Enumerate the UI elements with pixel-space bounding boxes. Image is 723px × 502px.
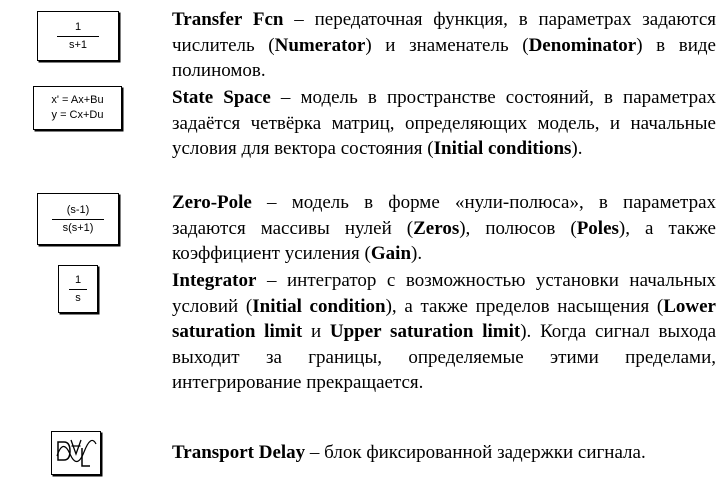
desc-text: – блок фиксированной задержки сигнала. bbox=[305, 442, 646, 463]
param-name: Lower saturation limit bbox=[172, 295, 716, 342]
zero-pole-numerator: (s-1) bbox=[66, 203, 90, 216]
desc-text: – интегратор с возможностью установки начальных условий ( bbox=[172, 270, 716, 317]
transfer-fcn-description bbox=[172, 7, 716, 84]
integrator-denominator: s bbox=[75, 291, 81, 304]
desc-text: ). Когда сигнал выхода выходит за границы, определяемые этими пределами, интегрирование прекращается. bbox=[172, 321, 717, 393]
state-space-block-icon bbox=[33, 86, 122, 130]
desc-text: – модель в форме «нули-полюса», в параметрах задаются массивы нулей ( bbox=[172, 192, 716, 239]
desc-text: ) и знаменатель ( bbox=[365, 34, 529, 56]
zero-pole-description bbox=[172, 190, 716, 267]
desc-text: ), полюсов ( bbox=[459, 217, 577, 239]
transport-delay-block-icon bbox=[51, 431, 101, 475]
state-space-title: State Space bbox=[172, 87, 271, 108]
param-name: Denominator bbox=[528, 34, 637, 56]
desc-text: – модель в пространстве состояний, в параметрах задаётся четвёрка матриц, определяющих модель, и начальные условия для вектора состояния ( bbox=[172, 87, 717, 159]
integrator-block-icon bbox=[58, 265, 98, 313]
zero-pole-denominator: s(s+1) bbox=[62, 221, 94, 234]
desc-text: и bbox=[302, 321, 330, 342]
transport-delay-title: Transport Delay bbox=[172, 442, 306, 463]
desc-text: ). bbox=[571, 138, 583, 159]
param-name: Upper saturation limit bbox=[329, 321, 521, 342]
state-space-equation-1: x' = Ax+Bu bbox=[51, 94, 104, 106]
integrator-numerator: 1 bbox=[74, 273, 82, 286]
zero-pole-block-icon bbox=[37, 193, 119, 245]
desc-text: ) в виде полиномов. bbox=[172, 34, 716, 81]
param-name: Poles bbox=[576, 217, 619, 239]
transfer-fcn-denominator: s+1 bbox=[68, 38, 88, 51]
state-space-equation-2: y = Cx+Du bbox=[51, 109, 104, 121]
param-name: Zeros bbox=[413, 217, 460, 239]
param-name: Initial condition bbox=[252, 295, 386, 317]
transport-delay-description bbox=[172, 440, 716, 466]
desc-text: ), а также пределов насыщения ( bbox=[385, 295, 664, 317]
desc-text: – передаточная функция, в параметрах задаются числитель ( bbox=[172, 9, 716, 56]
state-space-description bbox=[172, 85, 716, 162]
param-name: Gain bbox=[370, 243, 412, 264]
desc-text: ). bbox=[411, 243, 423, 264]
transfer-fcn-numerator: 1 bbox=[74, 20, 82, 33]
integrator-description bbox=[172, 268, 716, 396]
transport-delay-wave-icon bbox=[54, 434, 98, 472]
integrator-title: Integrator bbox=[172, 270, 257, 291]
transfer-fcn-block-icon bbox=[37, 11, 119, 61]
zero-pole-title: Zero-Pole bbox=[172, 192, 252, 213]
param-name: Initial conditions bbox=[433, 138, 572, 159]
transfer-fcn-title: Transfer Fcn bbox=[172, 9, 284, 30]
param-name: Numerator bbox=[274, 34, 366, 56]
desc-text: ), а также коэффициент усиления ( bbox=[172, 217, 716, 264]
